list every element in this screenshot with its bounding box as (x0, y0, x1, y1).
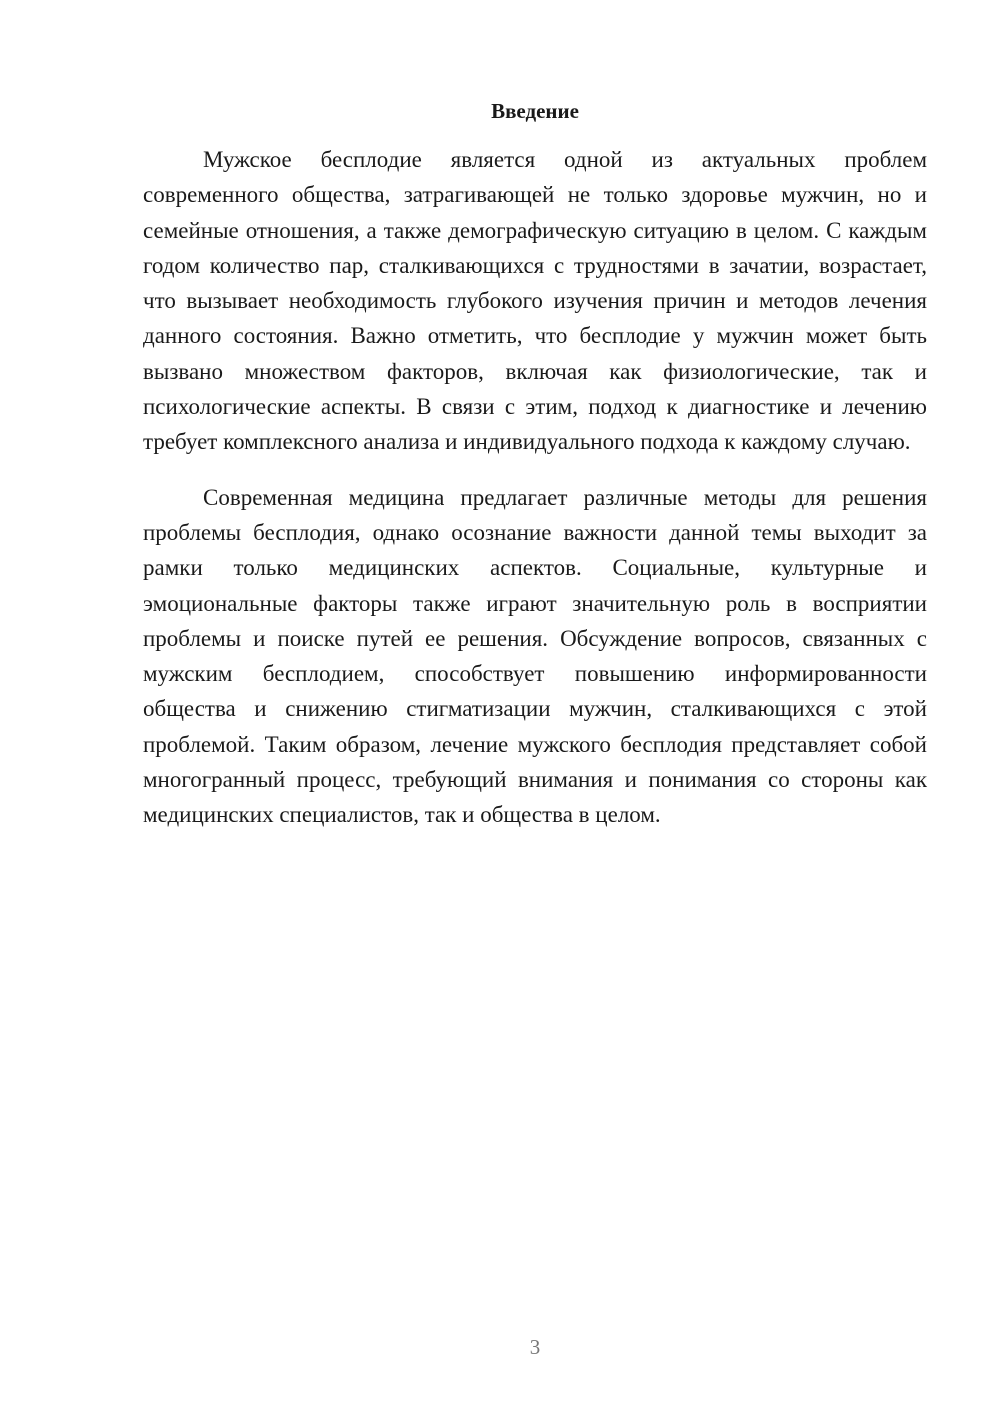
paragraph-2: Современная медицина предлагает различные методы для решения проблемы бесплодия, однако осознание важности данной темы выходит за рамки только медицинских аспектов. Социальные, культурные и эмоциональные факторы также играют значительную роль в восприятии проблемы и поиске путей ее решения. Обсуждение вопросов, связанных с мужским бесплодием, способствует повышению информированности общества и снижению стигматизации мужчин, сталкивающихся с этой проблемой. Таким образом, лечение мужского бесплодия представляет собой многогранный процесс, требующий внимания и понимания со стороны как медицинских специалистов, так и общества в целом. (143, 484, 927, 828)
section-heading: Введение (491, 99, 579, 123)
page-number: 3 (529, 1335, 541, 1359)
paragraph-1: Мужское бесплодие является одной из актуальных проблем современного общества, затрагивающей не только здоровье мужчин, но и семейные отношения, а также демографическую ситуацию в целом. С каждым годом количество пар, сталкивающихся с трудностями в зачатии, возрастает, что вызывает необходимость глубокого изучения причин и методов лечения данного состояния. Важно отметить, что бесплодие у мужчин может быть вызвано множеством факторов, включая как физиологические, так и психологические аспекты. В связи с этим, подход к диагностике и лечению требует комплексного анализа и индивидуального подхода к каждому случаю. (143, 147, 927, 455)
body-text (143, 142, 927, 833)
